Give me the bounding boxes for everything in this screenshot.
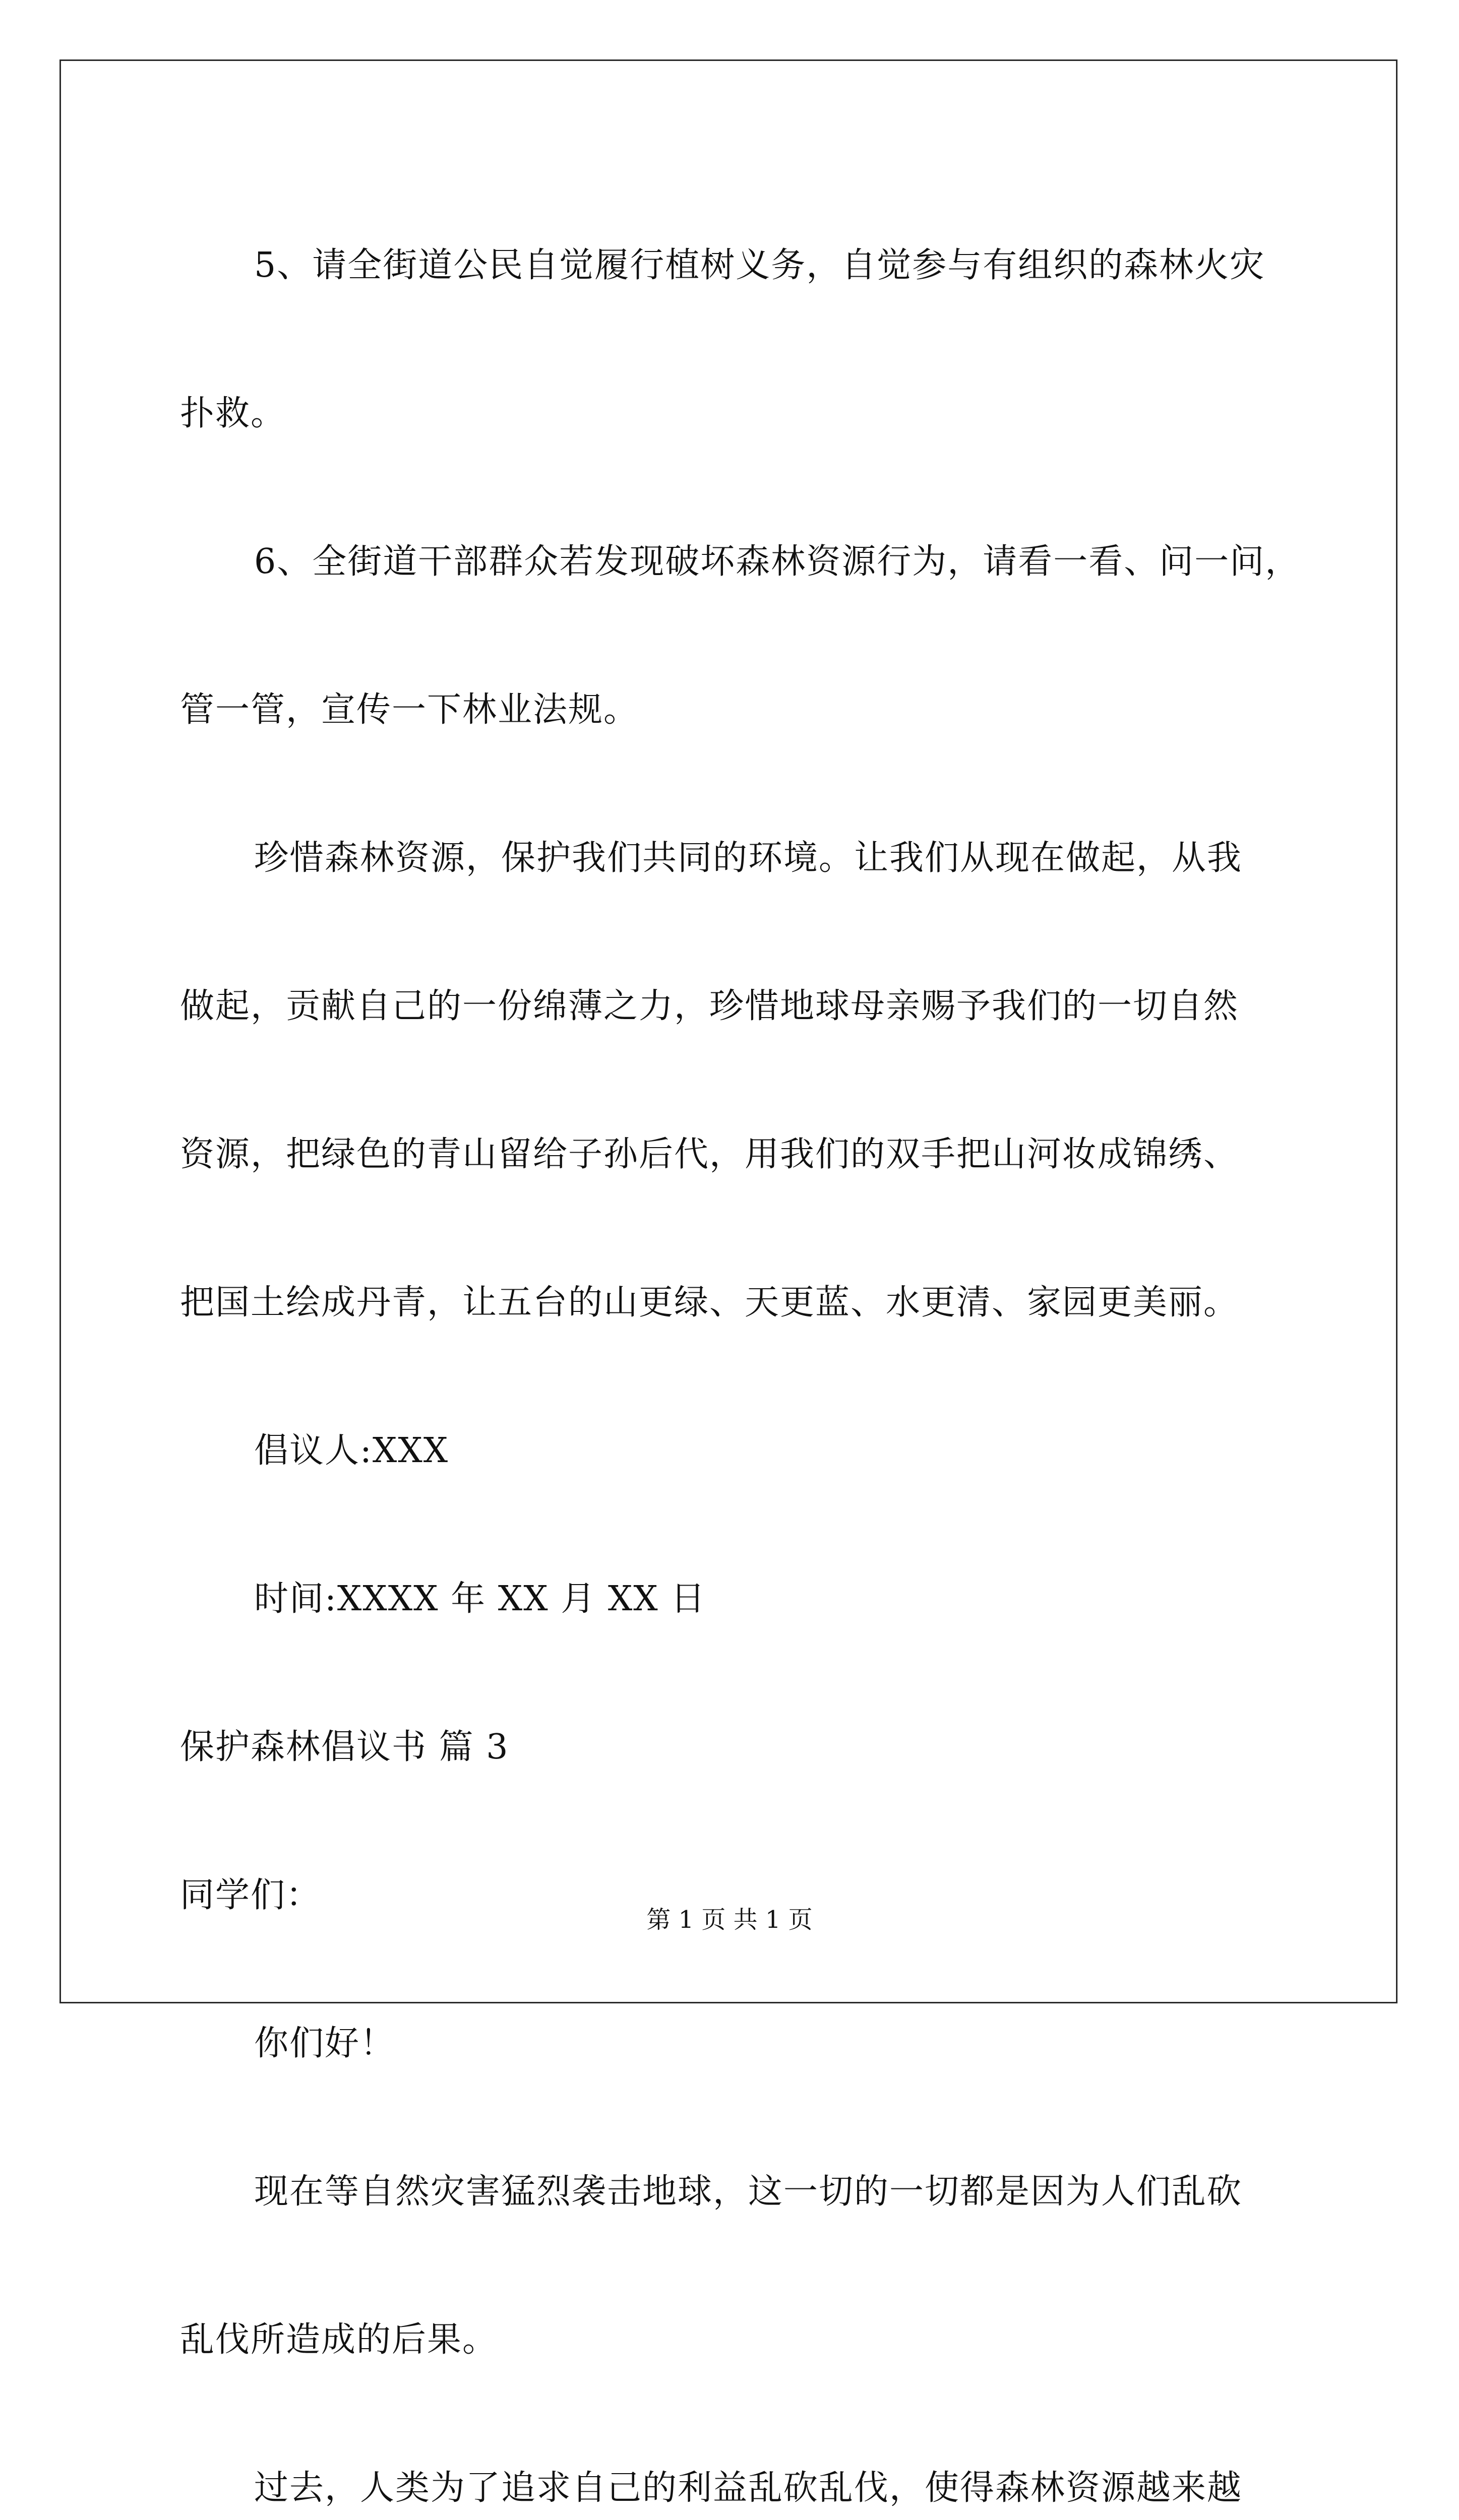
text-line: 做起，贡献自己的一份绵薄之力，珍惜地球母亲赐予我们的一切自然 (180, 986, 1239, 1026)
text-line: 把国土绘成丹青，让五台的山更绿、天更蓝、水更清、家园更美丽。 (180, 1283, 1239, 1322)
greeting (180, 1970, 1287, 2118)
signatory (180, 1377, 1287, 1525)
text-line: 保护森林倡议书 篇 3 (180, 1727, 509, 1767)
text-line: 过去，人类为了追求自己的利益乱砍乱伐，使得森林资源越来越 (254, 2468, 1243, 2508)
text-line: 时间:XXXX 年 XX 月 XX 日 (254, 1579, 706, 1619)
paragraph-appeal (180, 784, 1287, 1377)
text-line: 同学们： (180, 1875, 322, 1915)
date-line (180, 1525, 1287, 1673)
text-line: 6、全街道干部群众若发现破坏森林资源行为，请看一看、问一问， (254, 542, 1301, 582)
page-footer: 第 1 页 共 1 页 (646, 1906, 813, 1934)
text-line: 你们好！ (254, 2024, 396, 2063)
section-title (180, 1673, 1287, 1821)
text-line: 乱伐所造成的后果。 (180, 2320, 498, 2360)
paragraph-disaster (180, 2118, 1287, 2414)
paragraph-past (180, 2414, 1287, 2520)
document-body (180, 192, 1301, 2520)
text-line: 珍惜森林资源，保护我们共同的环境。让我们从现在做起，从我 (254, 838, 1243, 878)
text-line: 倡议人:XXX (254, 1431, 449, 1471)
text-line: 现在等自然灾害猛烈袭击地球，这一切的一切都是因为人们乱砍 (254, 2172, 1243, 2212)
paragraph-6 (180, 488, 1301, 784)
paragraph-5 (180, 192, 1287, 488)
salutation (180, 1821, 1287, 1970)
text-line: 扑救。 (180, 394, 286, 433)
text-line: 5、请全街道公民自觉履行植树义务，自觉参与有组织的森林火灾 (254, 245, 1265, 285)
text-line: 资源，把绿色的青山留给子孙后代，用我们的双手把山河妆成锦绣、 (180, 1135, 1239, 1174)
text-line: 管一管，宣传一下林业法规。 (180, 690, 639, 730)
